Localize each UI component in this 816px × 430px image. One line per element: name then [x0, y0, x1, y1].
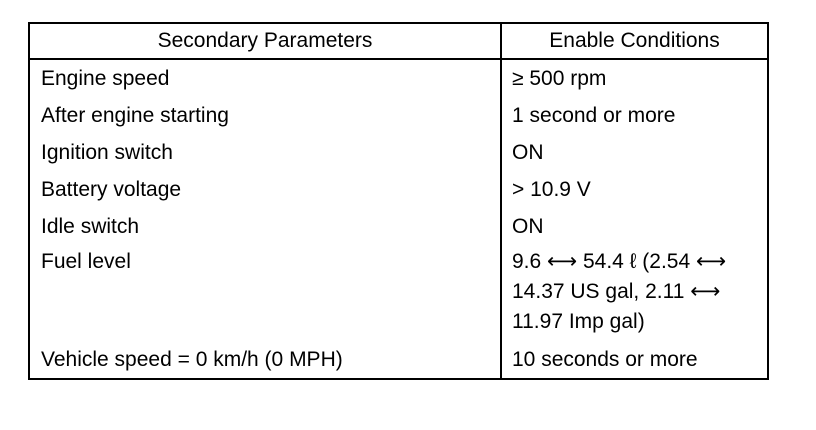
condition-cell: ≥ 500 rpm	[501, 59, 768, 97]
condition-cell: 10 seconds or more	[501, 341, 768, 379]
parameter-cell: Battery voltage	[29, 171, 501, 208]
condition-cell: ON	[501, 134, 768, 171]
table-header-row	[29, 23, 768, 59]
enable-conditions-table	[28, 22, 769, 380]
parameter-cell: Fuel level	[29, 245, 501, 341]
table-row	[29, 59, 768, 97]
table-row	[29, 245, 768, 341]
table-row	[29, 171, 768, 208]
parameter-cell: After engine starting	[29, 97, 501, 134]
parameter-cell: Ignition switch	[29, 134, 501, 171]
condition-cell: > 10.9 V	[501, 171, 768, 208]
condition-cell: 1 second or more	[501, 97, 768, 134]
parameter-cell: Vehicle speed = 0 km/h (0 MPH)	[29, 341, 501, 379]
parameter-cell: Engine speed	[29, 59, 501, 97]
table-row	[29, 341, 768, 379]
table-row	[29, 208, 768, 245]
header-secondary-parameters: Secondary Parameters	[29, 23, 501, 59]
header-enable-conditions: Enable Conditions	[501, 23, 768, 59]
table-row	[29, 97, 768, 134]
condition-cell: ON	[501, 208, 768, 245]
table-row	[29, 134, 768, 171]
parameter-cell: Idle switch	[29, 208, 501, 245]
condition-cell: 9.6 ⟷ 54.4 ℓ (2.54 ⟷ 14.37 US gal, 2.11 ⟷ 11.97 Imp gal)	[501, 245, 768, 341]
